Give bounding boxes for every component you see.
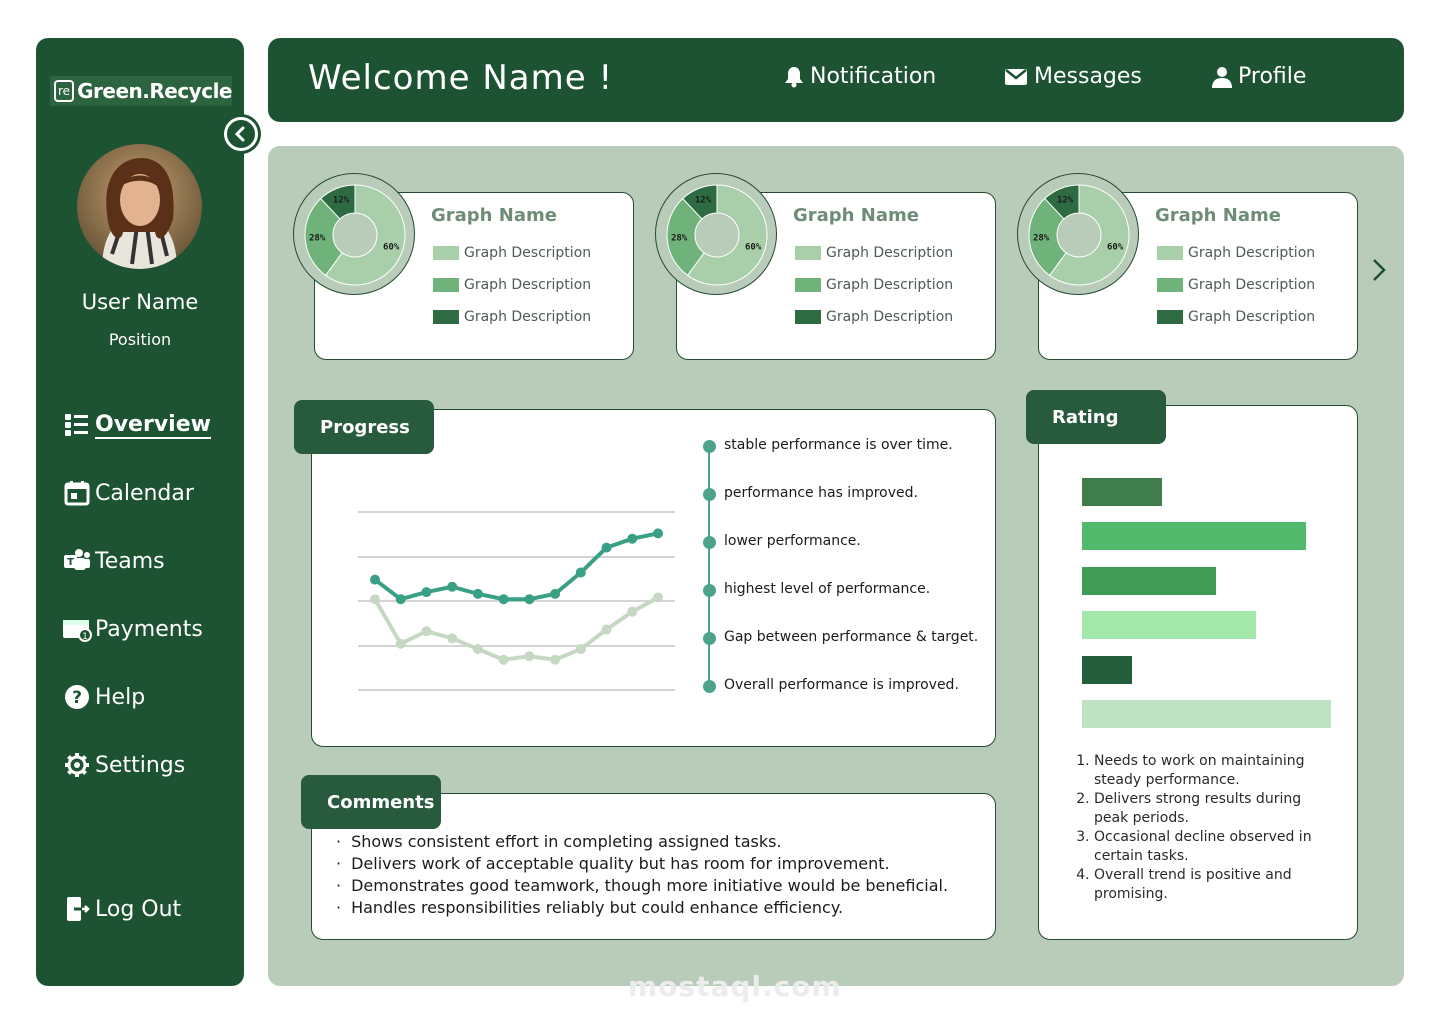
donut-slice-label: 12% <box>332 195 350 206</box>
timeline-dot <box>703 584 716 597</box>
graph-title: Graph Name <box>793 205 919 226</box>
help-icon <box>62 682 92 712</box>
comments-list <box>336 831 948 919</box>
rating-note: 1. Needs to work on maintaining steady performance. <box>1094 752 1318 790</box>
rating-title: Rating <box>1026 390 1166 444</box>
rating-note: 3. Occasional decline observed in certain tasks. <box>1094 828 1318 866</box>
data-point <box>576 644 586 654</box>
data-point <box>499 655 509 665</box>
next-graphs-button[interactable] <box>1368 255 1390 285</box>
calendar-icon <box>62 478 92 508</box>
legend-item: Graph Description <box>795 277 953 293</box>
donut-slice-label: 28% <box>1032 233 1050 244</box>
series-line-current <box>375 533 658 599</box>
sidebar-item-label: Teams <box>95 548 165 574</box>
data-point <box>550 589 560 599</box>
legend-item: Graph Description <box>433 277 591 293</box>
sidebar <box>36 38 244 986</box>
donut-slice-label: 12% <box>694 195 712 206</box>
bell-icon <box>784 66 804 88</box>
sidebar-item-payments[interactable] <box>62 612 203 646</box>
sidebar-item-label: Payments <box>95 616 203 642</box>
sidebar-item-calendar[interactable] <box>62 476 194 510</box>
watermark: mostaql.com <box>628 970 842 1003</box>
graph-card[interactable] <box>670 192 996 360</box>
wallet-icon <box>62 614 92 644</box>
sidebar-item-label: Calendar <box>95 480 194 506</box>
avatar[interactable] <box>77 144 202 269</box>
timeline-dot <box>703 680 716 693</box>
sidebar-item-label: Settings <box>95 752 186 778</box>
comment-item: · Demonstrates good teamwork, though more initiative would be beneficial. <box>336 875 948 897</box>
data-point <box>473 644 483 654</box>
data-point <box>473 589 483 599</box>
series-line-previous <box>375 597 658 659</box>
graph-card[interactable] <box>1032 192 1358 360</box>
donut-slice-label: 60% <box>1107 242 1124 253</box>
data-point <box>653 592 663 602</box>
logout-label: Log Out <box>95 896 182 922</box>
messages-label: Messages <box>1034 64 1142 89</box>
data-point <box>447 633 457 643</box>
sidebar-item-overview[interactable] <box>62 408 211 442</box>
rating-note: 4. Overall trend is positive and promising. <box>1094 866 1318 904</box>
brand-name: Green.Recycle <box>77 79 232 103</box>
graph-title: Graph Name <box>431 205 557 226</box>
legend-item: Graph Description <box>1157 277 1315 293</box>
data-point <box>653 528 663 538</box>
data-point <box>370 575 380 585</box>
sidebar-item-label: Overview <box>95 411 211 437</box>
logout-icon <box>62 894 92 924</box>
donut-chart <box>1017 173 1139 295</box>
rating-bar <box>1082 522 1306 550</box>
comment-item: · Handles responsibilities reliably but could enhance efficiency. <box>336 897 948 919</box>
recycle-logo-icon: re <box>54 80 74 102</box>
user-name: User Name <box>81 290 199 314</box>
rating-bar <box>1082 567 1216 595</box>
top-header <box>268 38 1404 122</box>
rating-bar <box>1082 611 1256 639</box>
data-point <box>421 587 431 597</box>
donut-slice-label: 12% <box>1056 195 1074 206</box>
donut-chart <box>293 173 415 295</box>
welcome-title: Welcome Name ! <box>308 58 614 98</box>
teams-icon <box>62 546 92 576</box>
legend-item: Graph Description <box>1157 245 1315 261</box>
legend-item: Graph Description <box>795 309 953 325</box>
timeline-track <box>708 446 710 690</box>
gear-icon <box>62 750 92 780</box>
progress-title: Progress <box>294 400 434 454</box>
rating-notes <box>1078 752 1318 904</box>
donut-slice-label: 28% <box>670 233 688 244</box>
timeline-dot <box>703 440 716 453</box>
svg-text:?: ? <box>72 688 82 708</box>
donut-slice-label: 60% <box>745 242 762 253</box>
logout-button[interactable] <box>62 892 181 926</box>
comment-item: · Delivers work of acceptable quality but has room for improvement. <box>336 853 948 875</box>
data-point <box>576 568 586 578</box>
timeline-item: performance has improved. <box>724 485 918 501</box>
sidebar-item-teams[interactable] <box>62 544 165 578</box>
timeline-item: lower performance. <box>724 533 861 549</box>
graph-card[interactable] <box>308 192 634 360</box>
data-point <box>524 594 534 604</box>
data-point <box>421 626 431 636</box>
timeline-dot <box>703 536 716 549</box>
sidebar-item-label: Help <box>95 684 146 710</box>
profile-label: Profile <box>1238 64 1307 89</box>
timeline-item: highest level of performance. <box>724 581 931 597</box>
messages-link[interactable] <box>1004 64 1142 89</box>
data-point <box>396 594 406 604</box>
rating-note: 2. Delivers strong results during peak periods. <box>1094 790 1318 828</box>
data-point <box>370 594 380 604</box>
user-position: Position <box>108 330 172 349</box>
data-point <box>602 624 612 634</box>
timeline-dot <box>703 488 716 501</box>
sidebar-item-help[interactable] <box>62 680 145 714</box>
donut-slice-label: 28% <box>308 233 326 244</box>
profile-link[interactable] <box>1212 64 1306 89</box>
brand-logo[interactable] <box>50 76 232 106</box>
chevron-left-icon <box>227 120 255 148</box>
list-icon <box>62 410 92 440</box>
timeline-item: Gap between performance & target. <box>724 629 979 645</box>
legend-item: Graph Description <box>433 245 591 261</box>
rating-bar <box>1082 478 1162 506</box>
data-point <box>499 594 509 604</box>
timeline-dot <box>703 632 716 645</box>
legend-item: Graph Description <box>795 245 953 261</box>
data-point <box>447 582 457 592</box>
data-point <box>627 607 637 617</box>
data-point <box>627 534 637 544</box>
chevron-right-icon <box>1368 255 1390 285</box>
graph-title: Graph Name <box>1155 205 1281 226</box>
envelope-icon <box>1004 67 1028 87</box>
user-icon <box>1212 66 1232 88</box>
collapse-sidebar-button[interactable] <box>224 117 258 151</box>
rating-bar <box>1082 656 1132 684</box>
svg-text:T: T <box>67 557 74 568</box>
svg-text:1: 1 <box>82 632 88 642</box>
notification-link[interactable] <box>784 64 936 89</box>
data-point <box>550 655 560 665</box>
legend-item: Graph Description <box>1157 309 1315 325</box>
data-point <box>602 543 612 553</box>
legend-item: Graph Description <box>433 309 591 325</box>
progress-line-chart <box>340 500 690 700</box>
comment-item: · Shows consistent effort in completing assigned tasks. <box>336 831 948 853</box>
comments-title: Comments <box>301 775 441 829</box>
sidebar-item-settings[interactable] <box>62 748 185 782</box>
donut-slice-label: 60% <box>383 242 400 253</box>
timeline-item: stable performance is over time. <box>724 437 953 453</box>
rating-bar <box>1082 700 1331 728</box>
data-point <box>396 639 406 649</box>
data-point <box>524 651 534 661</box>
donut-chart <box>655 173 777 295</box>
timeline-item: Overall performance is improved. <box>724 677 959 693</box>
notification-label: Notification <box>810 64 937 89</box>
